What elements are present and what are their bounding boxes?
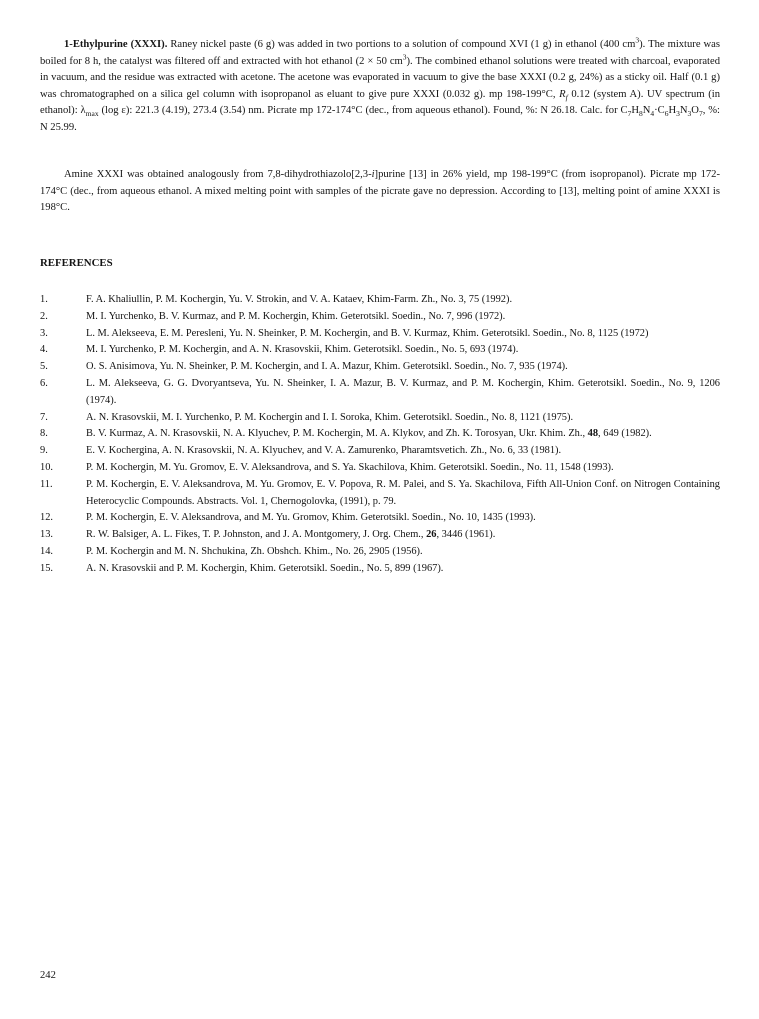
reference-number: 3. (40, 327, 48, 339)
reference-item (40, 561, 720, 578)
reference-text: L. M. Alekseeva, G. G. Dvoryantseva, Yu. N. Sheinker, I. A. Mazur, B. V. Kurmaz, and P. M. Kochergin, Khim. Geterotsikl. Soedin., No. 9, 1206 (1974). (86, 377, 720, 406)
reference-item (40, 426, 720, 443)
reference-number: 6. (40, 377, 48, 389)
reference-number: 7. (40, 411, 48, 423)
reference-number: 11. (40, 478, 53, 490)
reference-text: L. M. Alekseeva, E. M. Peresleni, Yu. N. Sheinker, P. M. Kochergin, and B. V. Kurmaz, Khim. Geterotsikl. Soedin., No. 8, 1125 (1972) (86, 327, 649, 339)
references-heading: REFERENCES (40, 257, 113, 269)
reference-item (40, 326, 720, 343)
reference-number: 12. (40, 512, 53, 524)
reference-number: 2. (40, 310, 48, 322)
reference-item (40, 410, 720, 427)
reference-item (40, 477, 720, 511)
reference-number: 9. (40, 445, 48, 457)
reference-item (40, 443, 720, 460)
reference-item (40, 342, 720, 359)
page-number: 242 (40, 970, 56, 981)
reference-item (40, 359, 720, 376)
reference-number: 5. (40, 361, 48, 373)
reference-number: 4. (40, 344, 48, 356)
reference-text: A. N. Krasovskii, M. I. Yurchenko, P. M. Kochergin and I. I. Soroka, Khim. Geterotsikl. Soedin., No. 8, 1121 (1975). (86, 411, 574, 423)
reference-number: 1. (40, 294, 48, 305)
reference-text: B. V. Kurmaz, A. N. Krasovskii, N. A. Klyuchev, P. M. Kochergin, M. A. Klykov, and Zh. K. Torosyan, Ukr. Khim. Zh., 48, 649 (1982). (86, 428, 652, 440)
reference-text: P. M. Kochergin and M. N. Shchukina, Zh. Obshch. Khim., No. 26, 2905 (1956). (86, 545, 423, 557)
reference-text: P. M. Kochergin, E. V. Aleksandrova, M. Yu. Gromov, E. V. Popova, R. M. Palei, and S. Ya. Skachilova, Fifth All-Union Conf. on Nitrogen Containing Heterocyclic Compounds. Abstracts. Vol. 1, Chernogolovka, (1991), p. 79. (86, 478, 720, 507)
reference-item (40, 309, 720, 326)
reference-item (40, 510, 720, 527)
reference-item (40, 527, 720, 544)
reference-item (40, 544, 720, 561)
reference-number: 13. (40, 529, 53, 541)
reference-text: M. I. Yurchenko, P. M. Kochergin, and A. N. Krasovskii, Khim. Geterotsikl. Soedin., No. 5, 693 (1974). (86, 344, 519, 356)
reference-text: P. M. Kochergin, E. V. Aleksandrova, and M. Yu. Gromov, Khim. Geterotsikl. Soedin., No. 10, 1435 (1993). (86, 512, 536, 524)
experimental-paragraph-1: 1-Ethylpurine (XXXI). Raney nickel paste (6 g) was added in two portions to a solution of compound XVI (1 g) in ethanol (400 $cm^3$). The mixture was boiled for 8 h, the catalyst was filtered off and extracted with hot ethanol (2 × 50 $cm^3$). The combined ethanol solutions were treated with charcoal, evaporated in vacuum, and the residue was extracted with acetone. The acetone was evaporated in vacuum to give the base XXXI (0.2 g, 24%) as a sticky oil. Half (0.1 g) was chromatographed on a silica gel column with isopropanol as eluant to give pure XXXI (0.032 g). mp 198-199°C, $R_f$ 0.12 (system A). UV spectrum (in ethanol): $\lambda_{max}$ (log ε): 221.3 (4.19), 273.4 (3.54) nm. Picrate mp 172-174°C (dec., from aqueous ethanol). Found, %: N 26.18. Calc. for $C_7H_8N_4\cdot C_6H_3N_3O_7$, %: N 25.99. (40, 35, 721, 133)
reference-text: R. W. Balsiger, A. L. Fikes, T. P. Johnston, and J. A. Montgomery, J. Org. Chem., 26, 3446 (1961). (86, 529, 496, 541)
reference-text: A. N. Krasovskii and P. M. Kochergin, Khim. Geterotsikl. Soedin., No. 5, 899 (1967). (86, 562, 444, 574)
reference-number: 15. (40, 562, 53, 574)
reference-text: E. V. Kochergina, A. N. Krasovskii, N. A. Klyuchev, and V. A. Zamurenko, Pharamtsvetich. Zh., No. 6, 33 (1981). (86, 445, 562, 457)
reference-item (40, 460, 720, 477)
reference-number: 8. (40, 428, 48, 440)
experimental-paragraph-2: Amine XXXI was obtained analogously from 7,8-dihydrothiazolo[2,3-i]purine [13] in 26% yield, mp 198-199°C (from isopropanol). Picrate mp 172-174°C (dec., from aqueous ethanol. A mixed melting point with samples of the picrate gave no depression. According to [13], melting point of amine XXXI is 198°C. (40, 169, 720, 214)
reference-item (40, 376, 720, 410)
reference-item (40, 292, 720, 309)
reference-text: F. A. Khaliullin, P. M. Kochergin, Yu. V. Strokin, and V. A. Kataev, Khim-Farm. Zh., No. 3, 75 (1992). (86, 294, 513, 305)
reference-text: M. I. Yurchenko, B. V. Kurmaz, and P. M. Kochergin, Khim. Geterotsikl. Soedin., No. 7, 996 (1972). (86, 310, 506, 322)
reference-number: 10. (40, 461, 53, 473)
reference-number: 14. (40, 545, 53, 557)
reference-text: O. S. Anisimova, Yu. N. Sheinker, P. M. Kochergin, and I. A. Mazur, Khim. Geterotsikl. Soedin., No. 7, 935 (1974). (86, 361, 568, 373)
references-list (40, 292, 720, 578)
reference-text: P. M. Kochergin, M. Yu. Gromov, E. V. Aleksandrova, and S. Ya. Skachilova, Khim. Geterotsikl. Soedin., No. 11, 1548 (1993). (86, 461, 614, 473)
